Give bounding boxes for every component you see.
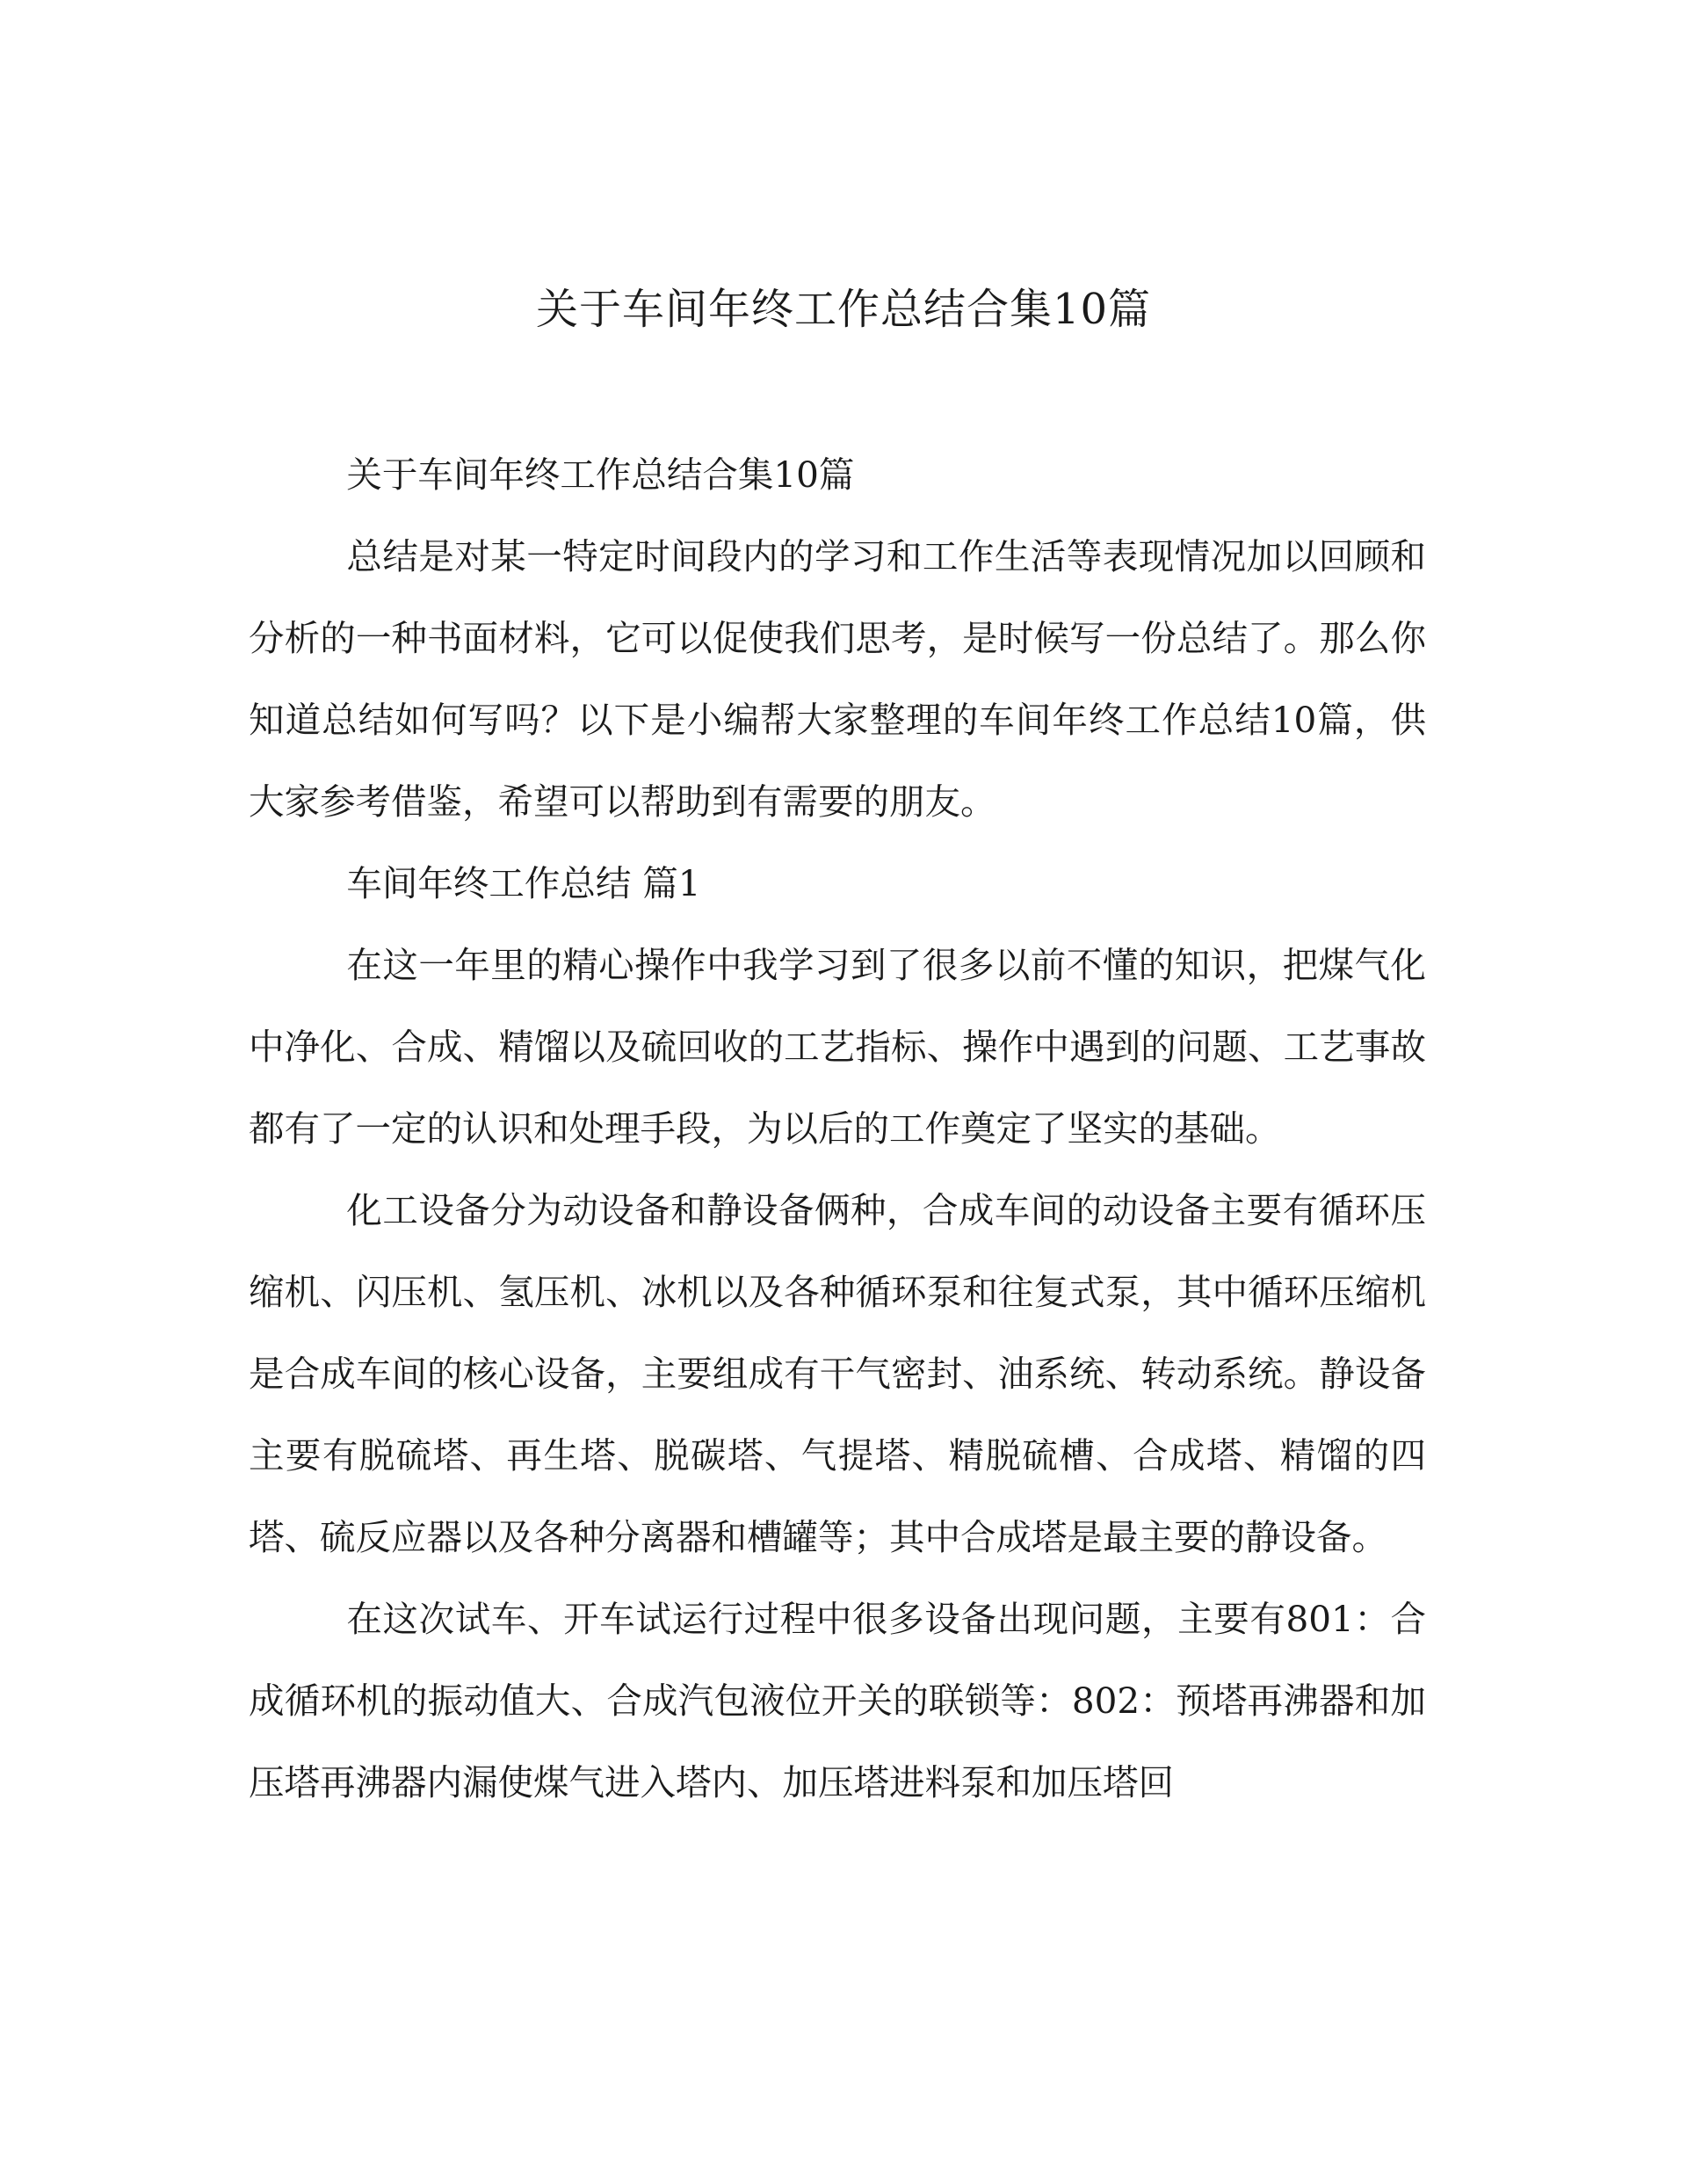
- body-paragraph: 在这一年里的精心操作中我学习到了很多以前不懂的知识，把煤气化中净化、合成、精馏以及硫回收的工艺指标、操作中遇到的问题、工艺事故都有了一定的认识和处理手段，为以后的工作奠定了坚实的基础。: [249, 944, 1426, 1150]
- subtitle-paragraph: 关于车间年终工作总结合集10篇: [346, 453, 855, 496]
- document-body: [249, 434, 1426, 1824]
- document-title: 关于车间年终工作总结合集10篇: [535, 285, 1152, 334]
- section-heading: 车间年终工作总结 篇1: [346, 862, 701, 904]
- body-paragraph: 在这次试车、开车试运行过程中很多设备出现问题，主要有801：合成循环机的振动值大、合成汽包液位开关的联锁等：802：预塔再沸器和加压塔再沸器内漏使煤气进入塔内、加压塔进料泵和加压塔回: [249, 1598, 1426, 1803]
- intro-paragraph: 总结是对某一特定时间段内的学习和工作生活等表现情况加以回顾和分析的一种书面材料，它可以促使我们思考，是时候写一份总结了。那么你知道总结如何写吗？以下是小编帮大家整理的车间年终工作总结10篇，供大家参考借鉴，希望可以帮助到有需要的朋友。: [249, 535, 1426, 823]
- body-paragraph: 化工设备分为动设备和静设备俩种，合成车间的动设备主要有循环压缩机、闪压机、氢压机、冰机以及各种循环泵和往复式泵，其中循环压缩机是合成车间的核心设备，主要组成有干气密封、油系统、转动系统。静设备主要有脱硫塔、再生塔、脱碳塔、气提塔、精脱硫槽、合成塔、精馏的四塔、硫反应器以及各种分离器和槽罐等；其中合成塔是最主要的静设备。: [249, 1189, 1426, 1558]
